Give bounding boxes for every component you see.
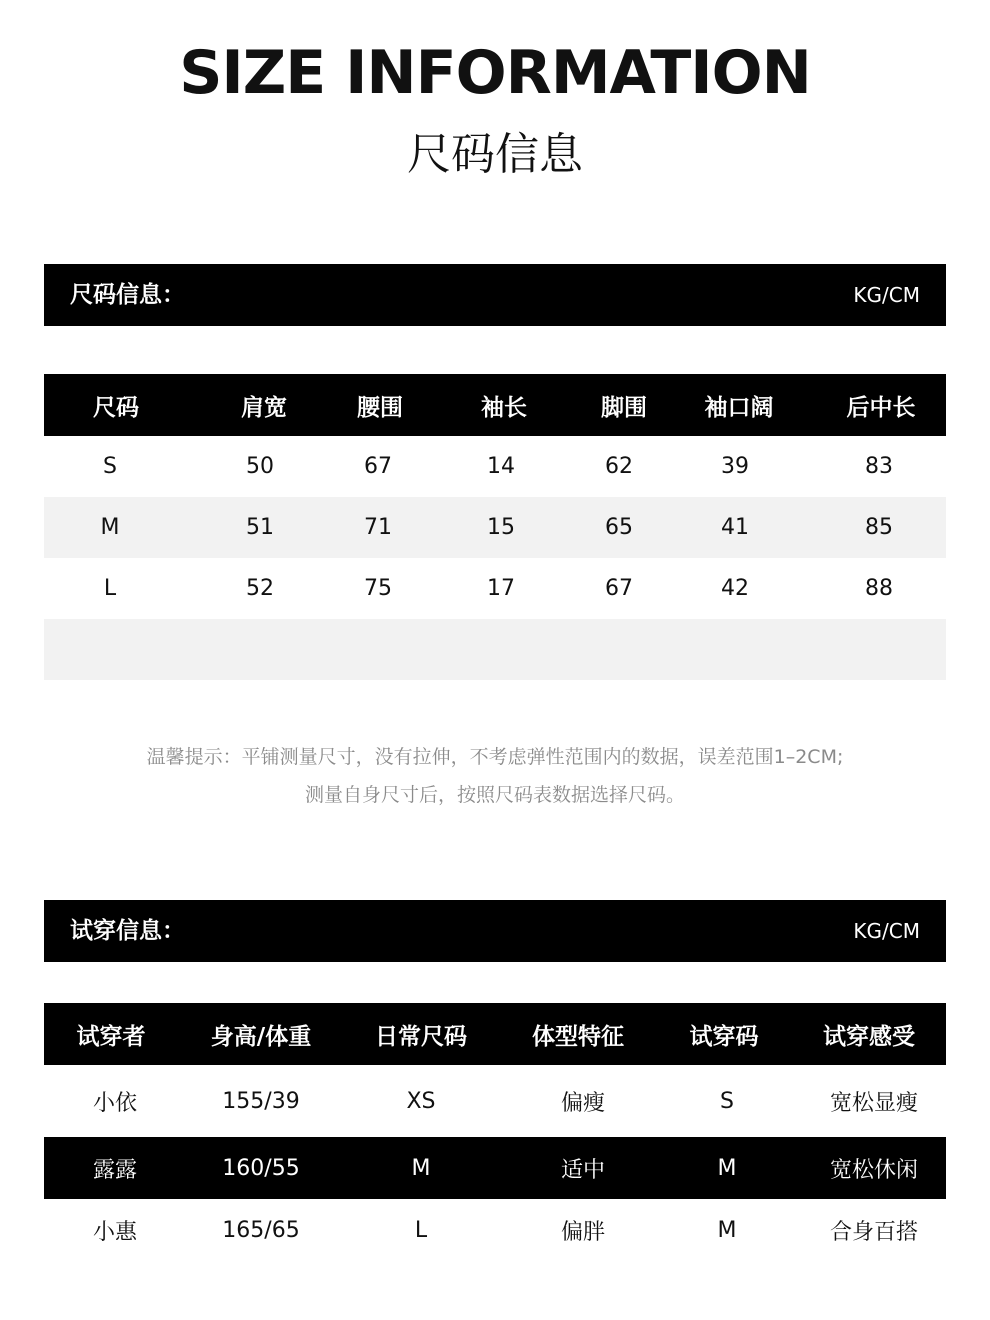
fit-table bbox=[44, 1003, 946, 1261]
table-cell: 160/55 bbox=[222, 1155, 300, 1181]
table-cell: 85 bbox=[865, 515, 893, 540]
size-col-header: 肩宽 bbox=[241, 394, 287, 421]
fit-section-bar bbox=[44, 900, 946, 962]
size-col-header: 脚围 bbox=[601, 394, 647, 421]
table-cell: 适中 bbox=[560, 1157, 605, 1183]
table-cell: 偏胖 bbox=[560, 1219, 605, 1245]
page-title-en: SIZE INFORMATION bbox=[179, 38, 811, 108]
table-cell: 50 bbox=[246, 454, 274, 479]
table-cell: 小惠 bbox=[92, 1219, 137, 1245]
table-cell: 宽松休闲 bbox=[829, 1157, 918, 1183]
table-cell: 62 bbox=[605, 454, 633, 479]
table-cell: 52 bbox=[246, 576, 274, 601]
size-col-header: 尺码 bbox=[93, 394, 139, 421]
table-cell: 14 bbox=[487, 454, 515, 479]
table-cell: 小依 bbox=[92, 1090, 137, 1116]
fit-col-header: 试穿者 bbox=[76, 1023, 146, 1050]
table-cell: 83 bbox=[865, 454, 893, 479]
table-cell: 88 bbox=[865, 576, 893, 601]
table-cell: S bbox=[720, 1088, 734, 1114]
table-cell: L bbox=[103, 576, 117, 601]
page-title-cn: 尺码信息 bbox=[407, 129, 583, 180]
size-col-header: 腰围 bbox=[357, 394, 403, 421]
fit-col-header: 日常尺码 bbox=[375, 1023, 467, 1050]
table-cell: 67 bbox=[364, 454, 392, 479]
size-col-header: 后中长 bbox=[846, 394, 916, 421]
table-row bbox=[44, 497, 946, 558]
empty-table-row bbox=[44, 619, 946, 680]
fit-section-unit: KG/CM bbox=[853, 919, 920, 943]
table-cell: 39 bbox=[721, 454, 749, 479]
table-cell: 71 bbox=[364, 515, 392, 540]
table-cell: 41 bbox=[721, 515, 749, 540]
table-cell: 75 bbox=[364, 576, 392, 601]
size-table bbox=[44, 374, 946, 680]
fit-col-header: 身高/体重 bbox=[210, 1023, 312, 1050]
fit-col-header: 试穿感受 bbox=[823, 1023, 915, 1050]
table-cell: 露露 bbox=[92, 1157, 137, 1183]
table-cell: M bbox=[411, 1155, 431, 1181]
size-section-bar bbox=[44, 264, 946, 326]
table-cell: 65 bbox=[605, 515, 633, 540]
table-cell: L bbox=[414, 1217, 428, 1243]
size-col-header: 袖长 bbox=[481, 394, 527, 421]
table-cell: M bbox=[100, 515, 120, 540]
table-cell: 42 bbox=[721, 576, 749, 601]
table-cell: XS bbox=[406, 1088, 436, 1114]
table-cell: S bbox=[103, 454, 117, 479]
size-section-unit: KG/CM bbox=[853, 283, 920, 307]
table-cell: M bbox=[717, 1217, 737, 1243]
table-row bbox=[44, 436, 946, 497]
tip-line-2: 测量自身尺寸后，按照尺码表数据选择尺码。 bbox=[304, 784, 685, 806]
table-cell: 17 bbox=[487, 576, 515, 601]
fit-col-header: 试穿码 bbox=[689, 1023, 759, 1050]
size-col-header: 袖口阔 bbox=[704, 394, 774, 421]
size-section-label: 尺码信息： bbox=[70, 282, 185, 308]
table-cell: 宽松显瘦 bbox=[829, 1090, 918, 1116]
table-cell: 67 bbox=[605, 576, 633, 601]
table-cell: 51 bbox=[246, 515, 274, 540]
table-cell: M bbox=[717, 1155, 737, 1181]
table-row bbox=[44, 1199, 946, 1261]
table-cell: 155/39 bbox=[222, 1088, 300, 1114]
fit-section-label: 试穿信息： bbox=[70, 918, 185, 944]
fit-table-header bbox=[44, 1003, 946, 1065]
table-row bbox=[44, 1137, 946, 1199]
size-table-header bbox=[44, 374, 946, 436]
tip-line-1: 温馨提示：平铺测量尺寸，没有拉伸，不考虑弹性范围内的数据，误差范围1–2CM; bbox=[146, 746, 844, 768]
table-row bbox=[44, 1065, 946, 1137]
table-cell: 合身百搭 bbox=[829, 1219, 918, 1245]
table-cell: 偏瘦 bbox=[560, 1090, 605, 1116]
fit-col-header: 体型特征 bbox=[532, 1023, 624, 1050]
table-cell: 165/65 bbox=[222, 1217, 300, 1243]
table-row bbox=[44, 558, 946, 619]
table-cell: 15 bbox=[487, 515, 515, 540]
